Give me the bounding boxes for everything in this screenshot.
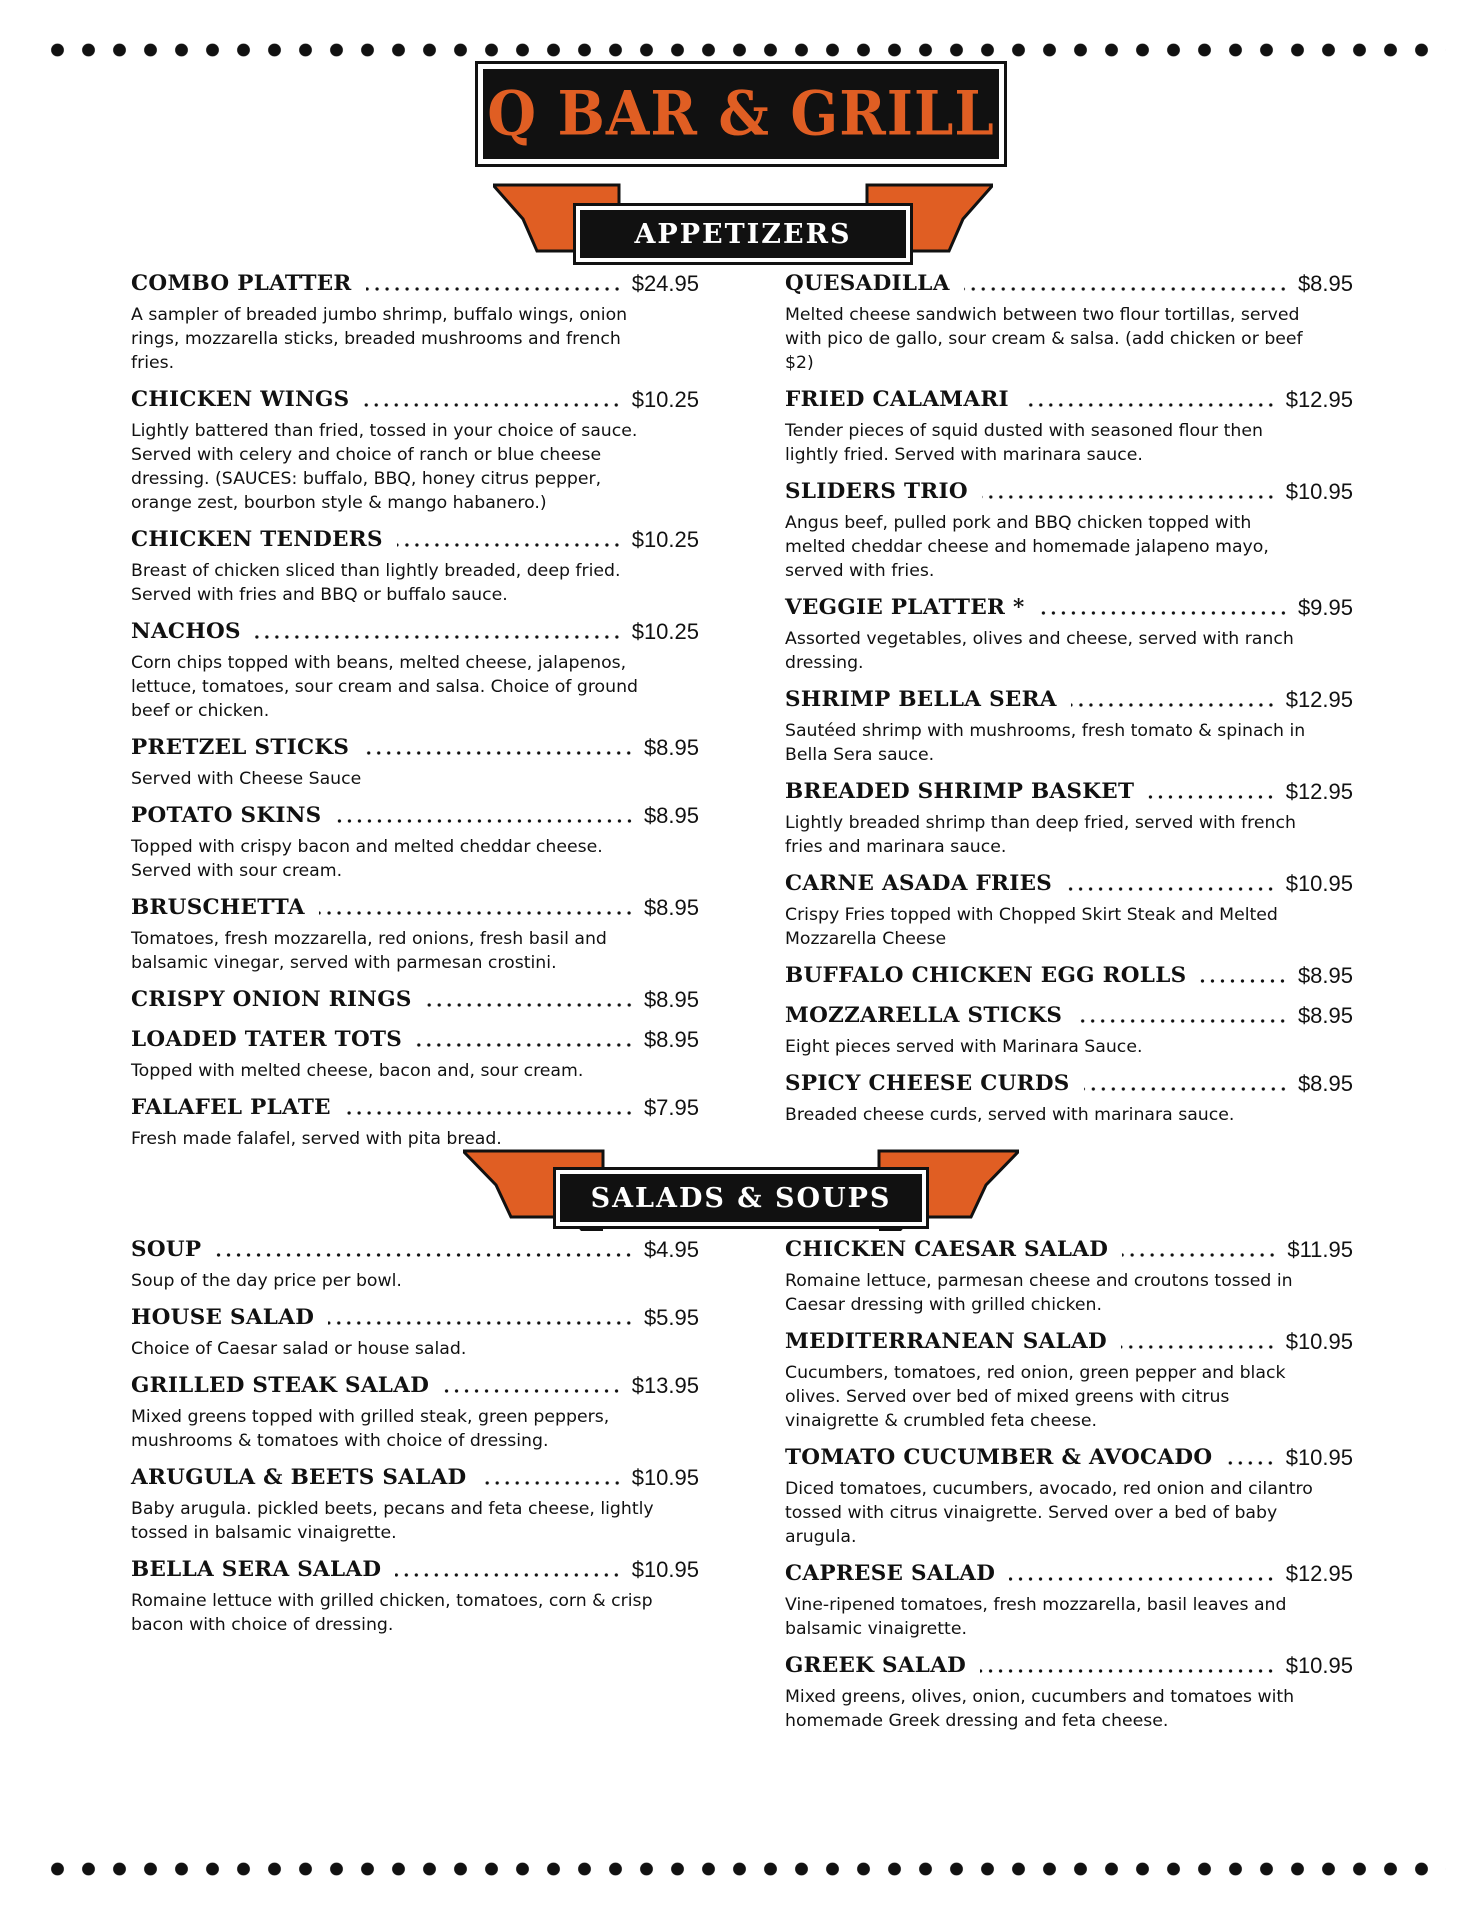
menu-item [131,617,699,723]
menu-item-name: MOZZARELLA STICKS [785,1003,1063,1028]
menu-item-description: Romaine lettuce with grilled chicken, tomatoes, corn & crisp bacon with choice of dressing. [131,1591,653,1635]
salads-soups-heading: SALADS & SOUPS [590,1182,892,1214]
menu-item-name: CHICKEN TENDERS [131,527,383,552]
dot-leader [319,911,634,915]
menu-item-header [131,1235,699,1265]
menu-item [785,1069,1353,1127]
menu-item-name: NACHOS [131,619,241,644]
menu-item-price: $12.95 [1285,387,1353,412]
dot-leader [964,287,1288,291]
menu-item-name: SLIDERS TRIO [785,479,968,504]
dot-leader [982,495,1276,499]
menu-item-description: Soup of the day price per bowl. [131,1271,402,1291]
menu-item-header [785,1001,1353,1031]
salads-soups-banner [463,1149,1019,1233]
appetizers-banner [493,183,993,267]
dot-leader [1084,1087,1288,1091]
dot-leader [1121,1345,1276,1349]
menu-item-price: $8.95 [1297,1003,1353,1028]
menu-item-description: Tender pieces of squid dusted with seasoned flour then lightly fried. Served with marinara sauce. [785,421,1263,465]
menu-item-name: TOMATO CUCUMBER & AVOCADO [785,1445,1213,1470]
menu-item-name: LOADED TATER TOTS [131,1027,403,1052]
menu-item-description: Corn chips topped with beans, melted cheese, jalapenos, lettuce, tomatoes, sour cream and salsa. Choice of ground beef or chicken. [131,653,638,721]
menu-item-name: CHICKEN WINGS [131,387,350,412]
menu-item-header [131,1371,699,1401]
menu-item-description: Fresh made falafel, served with pita bread. [131,1129,502,1149]
appetizers-left-column [131,269,699,1161]
menu-item-description: Angus beef, pulled pork and BBQ chicken topped with melted cheddar cheese and homemade jalapeno mayo, served with fries. [785,513,1269,581]
dot-leader [363,751,634,755]
menu-item [785,1559,1353,1641]
dot-leader [397,543,622,547]
menu-item-description: Baby arugula. pickled beets, pecans and feta cheese, lightly tossed in balsamic vinaigrette. [131,1499,654,1543]
dot-leader [1148,795,1275,799]
menu-item-header [785,1069,1353,1099]
menu-item-price: $12.95 [1285,779,1353,804]
menu-item-name: SPICY CHEESE CURDS [785,1071,1070,1096]
menu-item [131,1025,699,1083]
dot-leader [1226,1461,1275,1465]
menu-item-name: SHRIMP BELLA SERA [785,687,1057,712]
menu-item [131,1235,699,1293]
menu-item-price: $10.95 [631,1557,699,1582]
dot-leader [255,635,622,639]
menu-item-price: $8.95 [1297,963,1353,988]
menu-item [785,1651,1353,1733]
menu-item-header [785,1651,1353,1681]
menu-item-header [131,893,699,923]
menu-item-price: $8.95 [643,895,699,920]
menu-item [785,477,1353,583]
menu-item-name: POTATO SKINS [131,803,322,828]
menu-item [785,869,1353,951]
menu-item [785,1235,1353,1317]
bottom-dot-border [42,1862,1446,1876]
menu-item-description: Sautéed shrimp with mushrooms, fresh tomato & spinach in Bella Sera sauce. [785,721,1306,765]
menu-item [785,777,1353,859]
menu-item-price: $10.95 [1285,1445,1353,1470]
menu-item-header [785,593,1353,623]
menu-item-header [785,269,1353,299]
dot-leader [336,819,634,823]
menu-item-price: $11.95 [1287,1237,1353,1262]
menu-item-name: SOUP [131,1237,202,1262]
menu-item-price: $10.95 [631,1465,699,1490]
menu-item-price: $7.95 [643,1095,699,1120]
menu-item-description: Crispy Fries topped with Chopped Skirt Steak and Melted Mozzarella Cheese [785,905,1278,949]
menu-item-header [785,685,1353,715]
menu-item [785,685,1353,767]
dot-leader [1200,979,1287,983]
menu-item [131,1093,699,1151]
menu-item-price: $13.95 [631,1373,699,1398]
menu-item-description: Choice of Caesar salad or house salad. [131,1339,467,1359]
menu-item-header [131,525,699,555]
menu-item-description: Assorted vegetables, olives and cheese, served with ranch dressing. [785,629,1294,673]
menu-item-description: Diced tomatoes, cucumbers, avocado, red onion and cilantro tossed with citrus vinaigrette. Served over a bed of baby arugula. [785,1479,1313,1547]
menu-item-name: CRISPY ONION RINGS [131,987,412,1012]
dot-leader [481,1481,622,1485]
menu-item-price: $24.95 [631,271,699,296]
dot-leader [395,1573,621,1577]
menu-item-description: Lightly breaded shrimp than deep fried, served with french fries and marinara sauce. [785,813,1296,857]
menu-item-price: $8.95 [643,1027,699,1052]
menu-item-header [131,1555,699,1585]
dot-leader [1039,611,1288,615]
menu-item-header [131,733,699,763]
menu-item-header [785,1559,1353,1589]
dot-leader [1076,1019,1288,1023]
dot-leader [363,403,621,407]
menu-item-name: CARNE ASADA FRIES [785,871,1053,896]
menu-item-name: HOUSE SALAD [131,1305,315,1330]
menu-item-name: BREADED SHRIMP BASKET [785,779,1135,804]
dot-leader [443,1389,622,1393]
menu-item-header [131,1303,699,1333]
menu-item [131,893,699,975]
menu-item-header [785,477,1353,507]
dot-leader [1071,703,1276,707]
menu-item-name: ARUGULA & BEETS SALAD [131,1465,467,1490]
salads-right-column [785,1235,1353,1743]
menu-item [131,269,699,375]
menu-item-header [131,985,699,1015]
dot-leader [345,1111,634,1115]
menu-item-price: $8.95 [643,735,699,760]
menu-item-price: $10.25 [631,387,699,412]
menu-item-price: $10.95 [1285,1329,1353,1354]
menu-item-header [131,1093,699,1123]
menu-item [131,733,699,791]
menu-item-price: $9.95 [1297,595,1353,620]
menu-item-price: $8.95 [643,987,699,1012]
menu-item [785,1443,1353,1549]
menu-item-header [785,869,1353,899]
menu-item-description: Cucumbers, tomatoes, red onion, green pepper and black olives. Served over bed of mixed greens with citrus vinaigrette & crumbled feta cheese. [785,1363,1286,1431]
menu-item-description: Tomatoes, fresh mozzarella, red onions, fresh basil and balsamic vinegar, served with parmesan crostini. [131,929,607,973]
menu-item-description: Breaded cheese curds, served with marinara sauce. [785,1105,1235,1125]
menu-item-header [131,617,699,647]
menu-item-price: $8.95 [1297,1071,1353,1096]
menu-item [785,269,1353,375]
salads-left-column [131,1235,699,1647]
menu-item [785,385,1353,467]
dot-leader [426,1003,634,1007]
menu-item-header [785,1327,1353,1357]
menu-item-price: $5.95 [643,1305,699,1330]
restaurant-name: Q BAR & GRILL [487,78,995,150]
menu-item-name: FALAFEL PLATE [131,1095,331,1120]
menu-item [131,985,699,1015]
menu-item-price: $10.25 [631,527,699,552]
appetizers-heading: APPETIZERS [634,218,852,250]
menu-item-name: COMBO PLATTER [131,271,352,296]
menu-item [131,1463,699,1545]
dot-leader [1009,1577,1276,1581]
menu-item-price: $10.25 [631,619,699,644]
menu-item-description: Mixed greens, olives, onion, cucumbers and tomatoes with homemade Greek dressing and feta cheese. [785,1687,1295,1731]
dot-leader [1066,887,1276,891]
menu-item [785,1327,1353,1433]
menu-item-name: FRIED CALAMARI [785,387,1009,412]
menu-item-name: QUESADILLA [785,271,950,296]
dot-leader [366,287,622,291]
restaurant-title-box [475,61,1007,167]
dot-leader [980,1669,1276,1673]
menu-item-name: MEDITERRANEAN SALAD [785,1329,1107,1354]
menu-item-description: Mixed greens topped with grilled steak, green peppers, mushrooms & tomatoes with choice of dressing. [131,1407,610,1451]
menu-item-price: $12.95 [1285,687,1353,712]
menu-item-price: $10.95 [1285,1653,1353,1678]
menu-item-header [785,1235,1353,1265]
menu-item-description: Eight pieces served with Marinara Sauce. [785,1037,1143,1057]
menu-item [785,961,1353,991]
menu-item-price: $8.95 [643,803,699,828]
dot-leader [416,1043,634,1047]
menu-item-header [131,1463,699,1493]
menu-item [131,1303,699,1361]
menu-item-description: Melted cheese sandwich between two flour tortillas, served with pico de gallo, sour cream & salsa. (add chicken or beef $2) [785,305,1303,373]
menu-item [131,385,699,515]
menu-item [785,1001,1353,1059]
menu-item-description: Topped with crispy bacon and melted cheddar cheese. Served with sour cream. [131,837,603,881]
menu-item [131,1555,699,1637]
menu-item-header [785,777,1353,807]
menu-item [131,801,699,883]
menu-item-name: BRUSCHETTA [131,895,305,920]
menu-item-description: Topped with melted cheese, bacon and, sour cream. [131,1061,584,1081]
menu-item-description: Breast of chicken sliced than lightly breaded, deep fried. Served with fries and BBQ or buffalo sauce. [131,561,621,605]
menu-item-header [131,385,699,415]
menu-item-name: PRETZEL STICKS [131,735,350,760]
menu-item-name: BUFFALO CHICKEN EGG ROLLS [785,963,1187,988]
menu-item-description: Vine-ripened tomatoes, fresh mozzarella, basil leaves and balsamic vinaigrette. [785,1595,1287,1639]
menu-item-name: CHICKEN CAESAR SALAD [785,1237,1109,1262]
menu-item-header [131,269,699,299]
menu-item-price: $10.95 [1285,871,1353,896]
menu-item-description: Lightly battered than fried, tossed in your choice of sauce. Served with celery and choice of ranch or blue cheese dressing. (SAUCES: buffalo, BBQ, honey citrus pepper, orange zest, bourbon style & mango habanero.) [131,421,638,513]
dot-leader [215,1253,634,1257]
menu-item-price: $12.95 [1285,1561,1353,1586]
menu-item-name: BELLA SERA SALAD [131,1557,382,1582]
menu-item [785,593,1353,675]
menu-item [131,1371,699,1453]
menu-item-price: $4.95 [643,1237,699,1262]
menu-item-price: $8.95 [1297,271,1353,296]
menu-item-price: $10.95 [1285,479,1353,504]
menu-item-description: Romaine lettuce, parmesan cheese and croutons tossed in Caesar dressing with grilled chicken. [785,1271,1293,1315]
dot-leader [1023,403,1276,407]
menu-item-header [785,1443,1353,1473]
menu-item-name: VEGGIE PLATTER * [785,595,1025,620]
menu-item-description: A sampler of breaded jumbo shrimp, buffalo wings, onion rings, mozzarella sticks, breaded mushrooms and french fries. [131,305,628,373]
menu-item-description: Served with Cheese Sauce [131,769,362,789]
dot-leader [328,1321,634,1325]
appetizers-right-column [785,269,1353,1137]
menu-item-header [785,385,1353,415]
menu-item-header [131,1025,699,1055]
menu-item-name: CAPRESE SALAD [785,1561,996,1586]
menu-item-header [131,801,699,831]
top-dot-border [42,43,1446,57]
menu-item-name: GREEK SALAD [785,1653,967,1678]
menu-item-name: GRILLED STEAK SALAD [131,1373,430,1398]
menu-item [131,525,699,607]
menu-item-header [785,961,1353,991]
dot-leader [1122,1253,1277,1257]
